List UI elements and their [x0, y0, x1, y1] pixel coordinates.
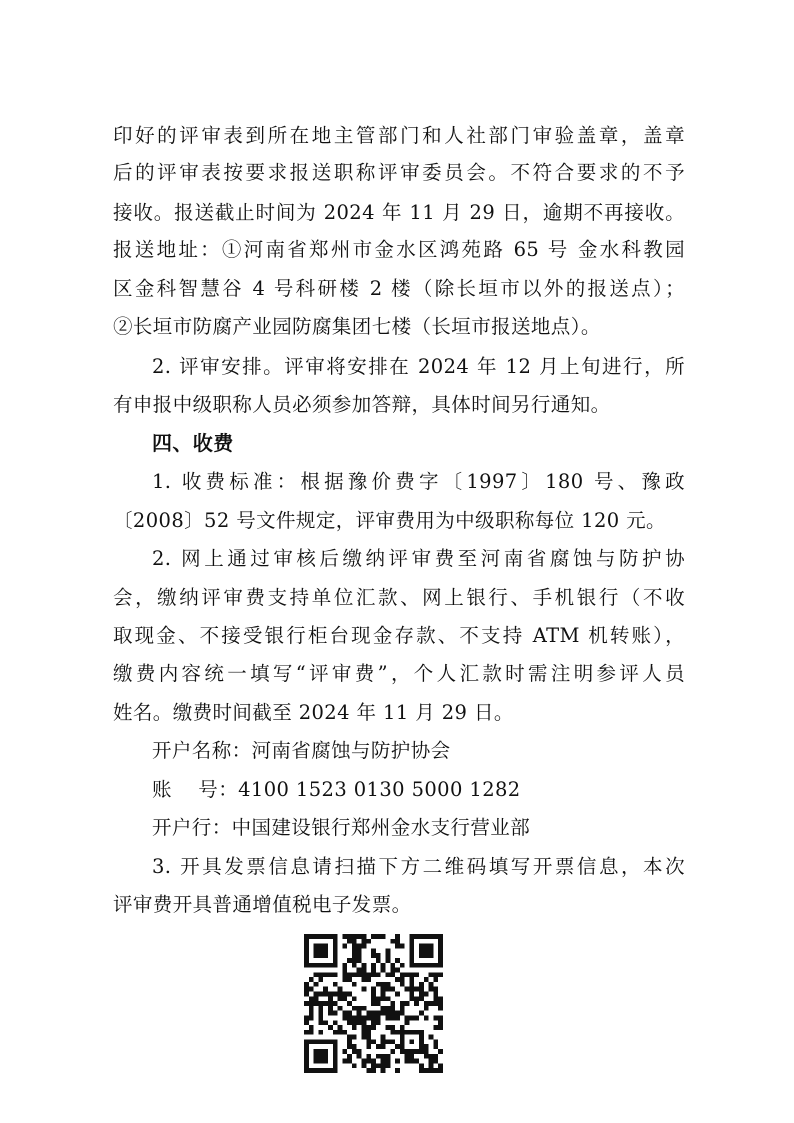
paragraph-line: 评审费开具普通增值税电子发票。 [113, 893, 412, 916]
paragraph-line: 1. 收费标准：根据豫价费字〔1997〕180 号、豫政 [152, 470, 685, 493]
qr-code-icon[interactable] [303, 934, 444, 1073]
paragraph-line: 取现金、不接受银行柜台现金存款、不支持 ATM 机转账）， [113, 624, 685, 647]
paragraph-line: 后的评审表按要求报送职称评审委员会。不符合要求的不予 [113, 161, 685, 184]
paragraph-line: ②长垣市防腐产业园防腐集团七楼（长垣市报送地点）。 [113, 315, 601, 338]
paragraph-line: 区金科智慧谷 4 号科研楼 2 楼（除长垣市以外的报送点）； [113, 277, 685, 300]
paragraph-line: 3. 开具发票信息请扫描下方二维码填写开票信息，本次 [152, 855, 685, 878]
paragraph-line: 缴费内容统一填写“评审费”，个人汇款时需注明参评人员 [113, 662, 685, 685]
paragraph-line: 印好的评审表到所在地主管部门和人社部门审验盖章，盖章 [113, 124, 685, 147]
account-name: 开户名称：河南省腐蚀与防护协会 [152, 739, 451, 762]
paragraph-line: 接收。报送截止时间为 2024 年 11 月 29 日，逾期不再接收。 [113, 201, 685, 224]
section-heading: 四、收费 [152, 431, 234, 455]
paragraph-line: 2. 评审安排。评审将安排在 2024 年 12 月上旬进行，所 [152, 355, 685, 378]
paragraph-line: 2. 网上通过审核后缴纳评审费至河南省腐蚀与防护协 [152, 547, 685, 570]
paragraph-line: 有申报中级职称人员必须参加答辩，具体时间另行通知。 [113, 393, 611, 416]
account-number: 账 号：4100 1523 0130 5000 1282 [152, 778, 521, 801]
paragraph-line: 报送地址：①河南省郑州市金水区鸿苑路 65 号 金水科教园 [113, 238, 685, 261]
paragraph-line: 〔2008〕52 号文件规定，评审费用为中级职称每位 120 元。 [113, 509, 666, 532]
account-bank: 开户行：中国建设银行郑州金水支行营业部 [152, 816, 531, 839]
paragraph-line: 姓名。缴费时间截至 2024 年 11 月 29 日。 [113, 701, 514, 724]
paragraph-line: 会，缴纳评审费支持单位汇款、网上银行、手机银行（不收 [113, 586, 685, 609]
